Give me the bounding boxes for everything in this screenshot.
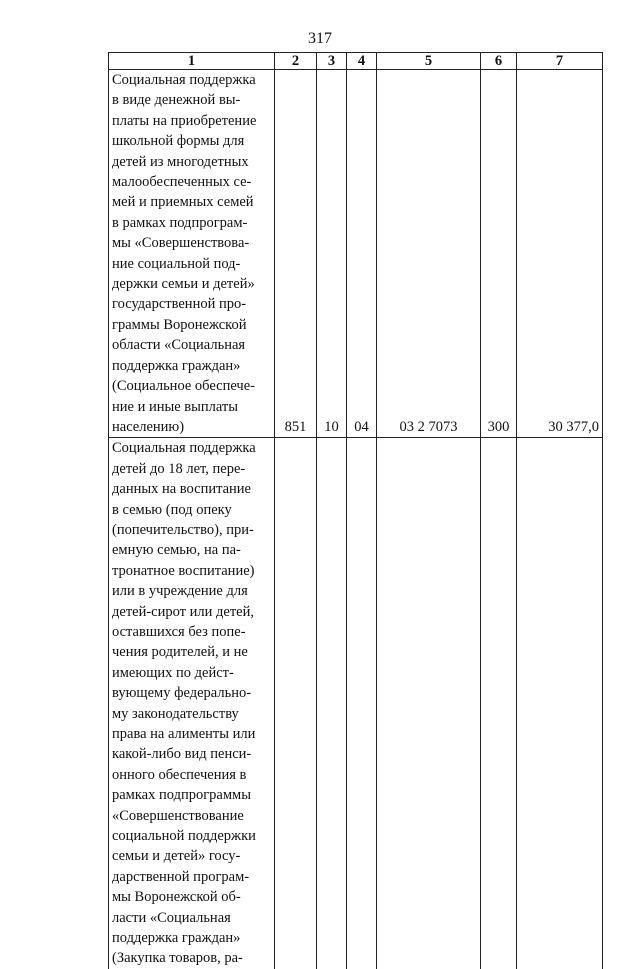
description-line: семьи и детей» госу- <box>112 848 241 865</box>
description-line: «Совершенствование <box>112 807 244 824</box>
description-line: Социальная поддержка <box>112 440 256 457</box>
cell-amount <box>517 438 603 969</box>
description-line: онного обеспечения в <box>112 766 247 783</box>
description-line: рамках подпрограммы <box>112 787 251 804</box>
description-line: в рамках подпрограм- <box>112 214 248 231</box>
cell-expense-type: 300 <box>481 70 517 438</box>
column-header: 3 <box>317 53 347 70</box>
description-line: в виде денежной вы- <box>112 92 241 109</box>
cell-ministry-code <box>275 438 317 969</box>
column-header: 6 <box>481 53 517 70</box>
cell-expense-type <box>481 438 517 969</box>
description-line: ние социальной под- <box>112 255 241 272</box>
description-line: государственной про- <box>112 296 247 313</box>
description-line: му законодательству <box>112 705 239 722</box>
description-line: ласти «Социальная <box>112 909 231 926</box>
description-line: (Закупка товаров, ра- <box>112 950 243 967</box>
description-line: в семью (под опеку <box>112 501 232 518</box>
description-line: (Социальное обеспече- <box>112 378 255 395</box>
description-line: поддержка граждан» <box>112 930 241 947</box>
description-line: вующему федерально- <box>112 685 252 702</box>
column-header: 4 <box>347 53 377 70</box>
description-line: детей-сирот или детей, <box>112 603 254 620</box>
row-description <box>109 438 275 969</box>
description-line: школьной формы для <box>112 133 245 150</box>
cell-section-code: 10 <box>317 70 347 438</box>
cell-target-code <box>377 438 481 969</box>
description-line: держки семьи и детей» <box>112 276 255 293</box>
description-line: (попечительство), при- <box>112 521 254 538</box>
description-line: платы на приобретение <box>112 112 257 129</box>
description-line: поддержка граждан» <box>112 357 241 374</box>
table-header-row <box>109 53 603 70</box>
description-line: детей из многодетных <box>112 153 249 170</box>
table-row <box>109 70 603 438</box>
description-line: мы «Совершенствова- <box>112 235 250 252</box>
description-line: чения родителей, и не <box>112 644 248 661</box>
cell-subsection-code: 04 <box>347 70 377 438</box>
table-row <box>109 438 603 969</box>
description-line: оставшихся без попе- <box>112 623 246 640</box>
page-number: 317 <box>308 30 332 47</box>
description-line: имеющих по дейст- <box>112 664 234 681</box>
row-description <box>109 70 275 438</box>
description-line: права на алименты или <box>112 726 256 742</box>
cell-ministry-code: 851 <box>275 70 317 438</box>
description-line: или в учреждение для <box>112 583 248 600</box>
description-line: ние и иные выплаты <box>112 398 239 415</box>
cell-subsection-code <box>347 438 377 969</box>
description-line: области «Социальная <box>112 337 246 354</box>
column-header: 5 <box>377 53 481 70</box>
column-header: 7 <box>517 53 603 70</box>
description-line: дарственной програм- <box>112 868 250 885</box>
description-line: данных на воспитание <box>112 481 251 498</box>
column-header: 1 <box>109 53 275 70</box>
description-line: мы Воронежской об- <box>112 889 241 906</box>
description-line: малообеспеченных се- <box>112 174 252 191</box>
column-header: 2 <box>275 53 317 70</box>
description-line: какой-либо вид пенси- <box>112 746 252 763</box>
description-line: населению) <box>112 418 185 435</box>
cell-section-code <box>317 438 347 969</box>
cell-amount: 30 377,0 <box>517 70 603 438</box>
description-line: детей до 18 лет, пере- <box>112 460 246 477</box>
budget-table <box>108 52 603 969</box>
cell-target-code: 03 2 7073 <box>377 70 481 438</box>
description-line: мей и приемных семей <box>112 194 254 211</box>
description-line: граммы Воронежской <box>112 316 247 333</box>
description-line: социальной поддержки <box>112 828 256 845</box>
description-line: Социальная поддержка <box>112 72 256 88</box>
description-line: емную семью, на па- <box>112 542 241 559</box>
description-line: тронатное воспитание) <box>112 562 255 579</box>
